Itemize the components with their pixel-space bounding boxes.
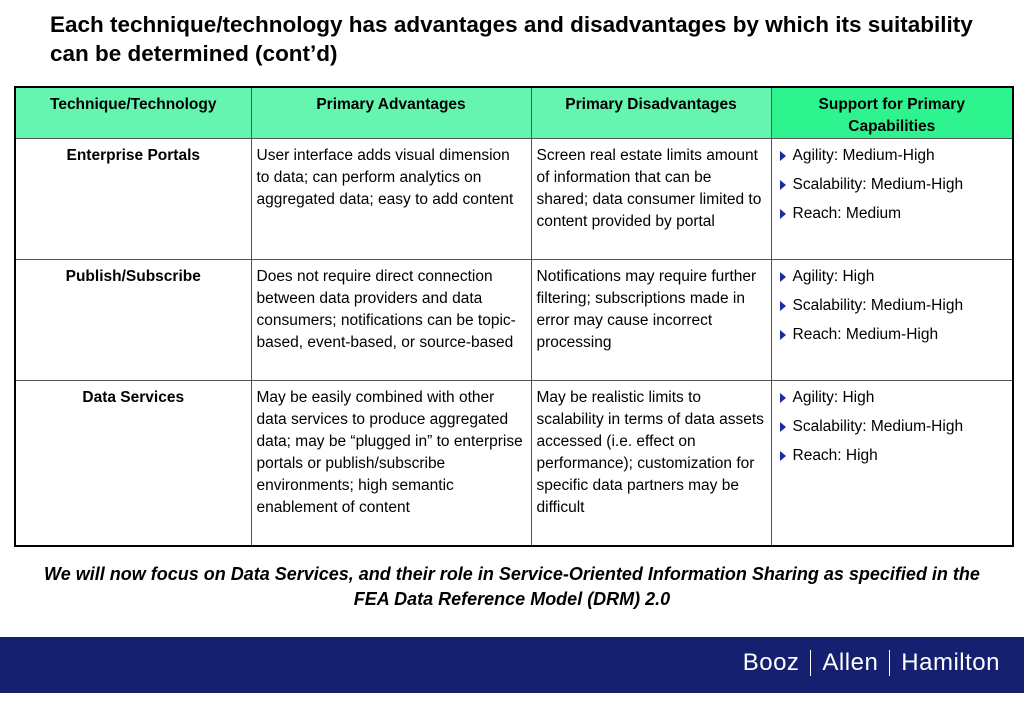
triangle-bullet-icon [780,330,786,340]
header-capabilities: Support for Primary Capabilities [771,87,1013,139]
table-row [15,260,1013,381]
capabilities-cell [771,381,1013,547]
capabilities-cell [771,260,1013,381]
capabilities-cell [771,139,1013,260]
summary-note: We will now focus on Data Services, and their role in Service-Oriented Information Sharing as specified in the FEA Data Reference Model (DRM) 2.0 [44,564,980,609]
list-item: Reach: Medium-High [777,324,1008,346]
technique-cell: Data Services [15,381,251,547]
list-item: Scalability: Medium-High [777,295,1008,317]
triangle-bullet-icon [780,180,786,190]
list-item: Reach: Medium [777,203,1008,225]
logo-word-booz: Booz [742,649,800,676]
logo-divider [810,650,811,676]
table-row [15,381,1013,547]
header-advantages: Primary Advantages [251,87,531,139]
list-item: Agility: High [777,387,1008,409]
comparison-table [14,86,1014,547]
slide-title: Each technique/technology has advantages and disadvantages by which its suitability can be determined (cont’d) [50,12,973,66]
logo-word-allen: Allen [822,649,879,676]
advantages-cell: User interface adds visual dimension to data; can perform analytics on aggregated data; easy to add content [251,139,531,260]
list-item: Scalability: Medium-High [777,416,1008,438]
disadvantages-cell: Screen real estate limits amount of information that can be shared; data consumer limited to content provided by portal [531,139,771,260]
triangle-bullet-icon [780,301,786,311]
technique-cell: Enterprise Portals [15,139,251,260]
advantages-cell: May be easily combined with other data services to produce aggregated data; may be “plugged in” to enterprise portals or publish/subscribe environments; high semantic enablement of content [251,381,531,547]
list-item: Agility: Medium-High [777,145,1008,167]
capabilities-list [777,387,1008,467]
capabilities-list [777,145,1008,225]
triangle-bullet-icon [780,422,786,432]
table-header-row [15,87,1013,139]
triangle-bullet-icon [780,451,786,461]
list-item: Reach: High [777,445,1008,467]
triangle-bullet-icon [780,272,786,282]
list-item: Scalability: Medium-High [777,174,1008,196]
triangle-bullet-icon [780,209,786,219]
logo-word-hamilton: Hamilton [901,649,1000,676]
advantages-cell: Does not require direct connection between data providers and data consumers; notifications can be topic-based, event-based, or source-based [251,260,531,381]
company-logo [743,649,1000,677]
table-row [15,139,1013,260]
logo-divider [889,650,890,676]
triangle-bullet-icon [780,393,786,403]
disadvantages-cell: Notifications may require further filtering; subscriptions made in error may cause incorrect processing [531,260,771,381]
list-item: Agility: High [777,266,1008,288]
triangle-bullet-icon [780,151,786,161]
disadvantages-cell: May be realistic limits to scalability in terms of data assets accessed (i.e. effect on performance); customization for specific data partners may be difficult [531,381,771,547]
header-technique: Technique/Technology [15,87,251,139]
technique-cell: Publish/Subscribe [15,260,251,381]
header-disadvantages: Primary Disadvantages [531,87,771,139]
footer-bar [0,637,1024,693]
capabilities-list [777,266,1008,346]
